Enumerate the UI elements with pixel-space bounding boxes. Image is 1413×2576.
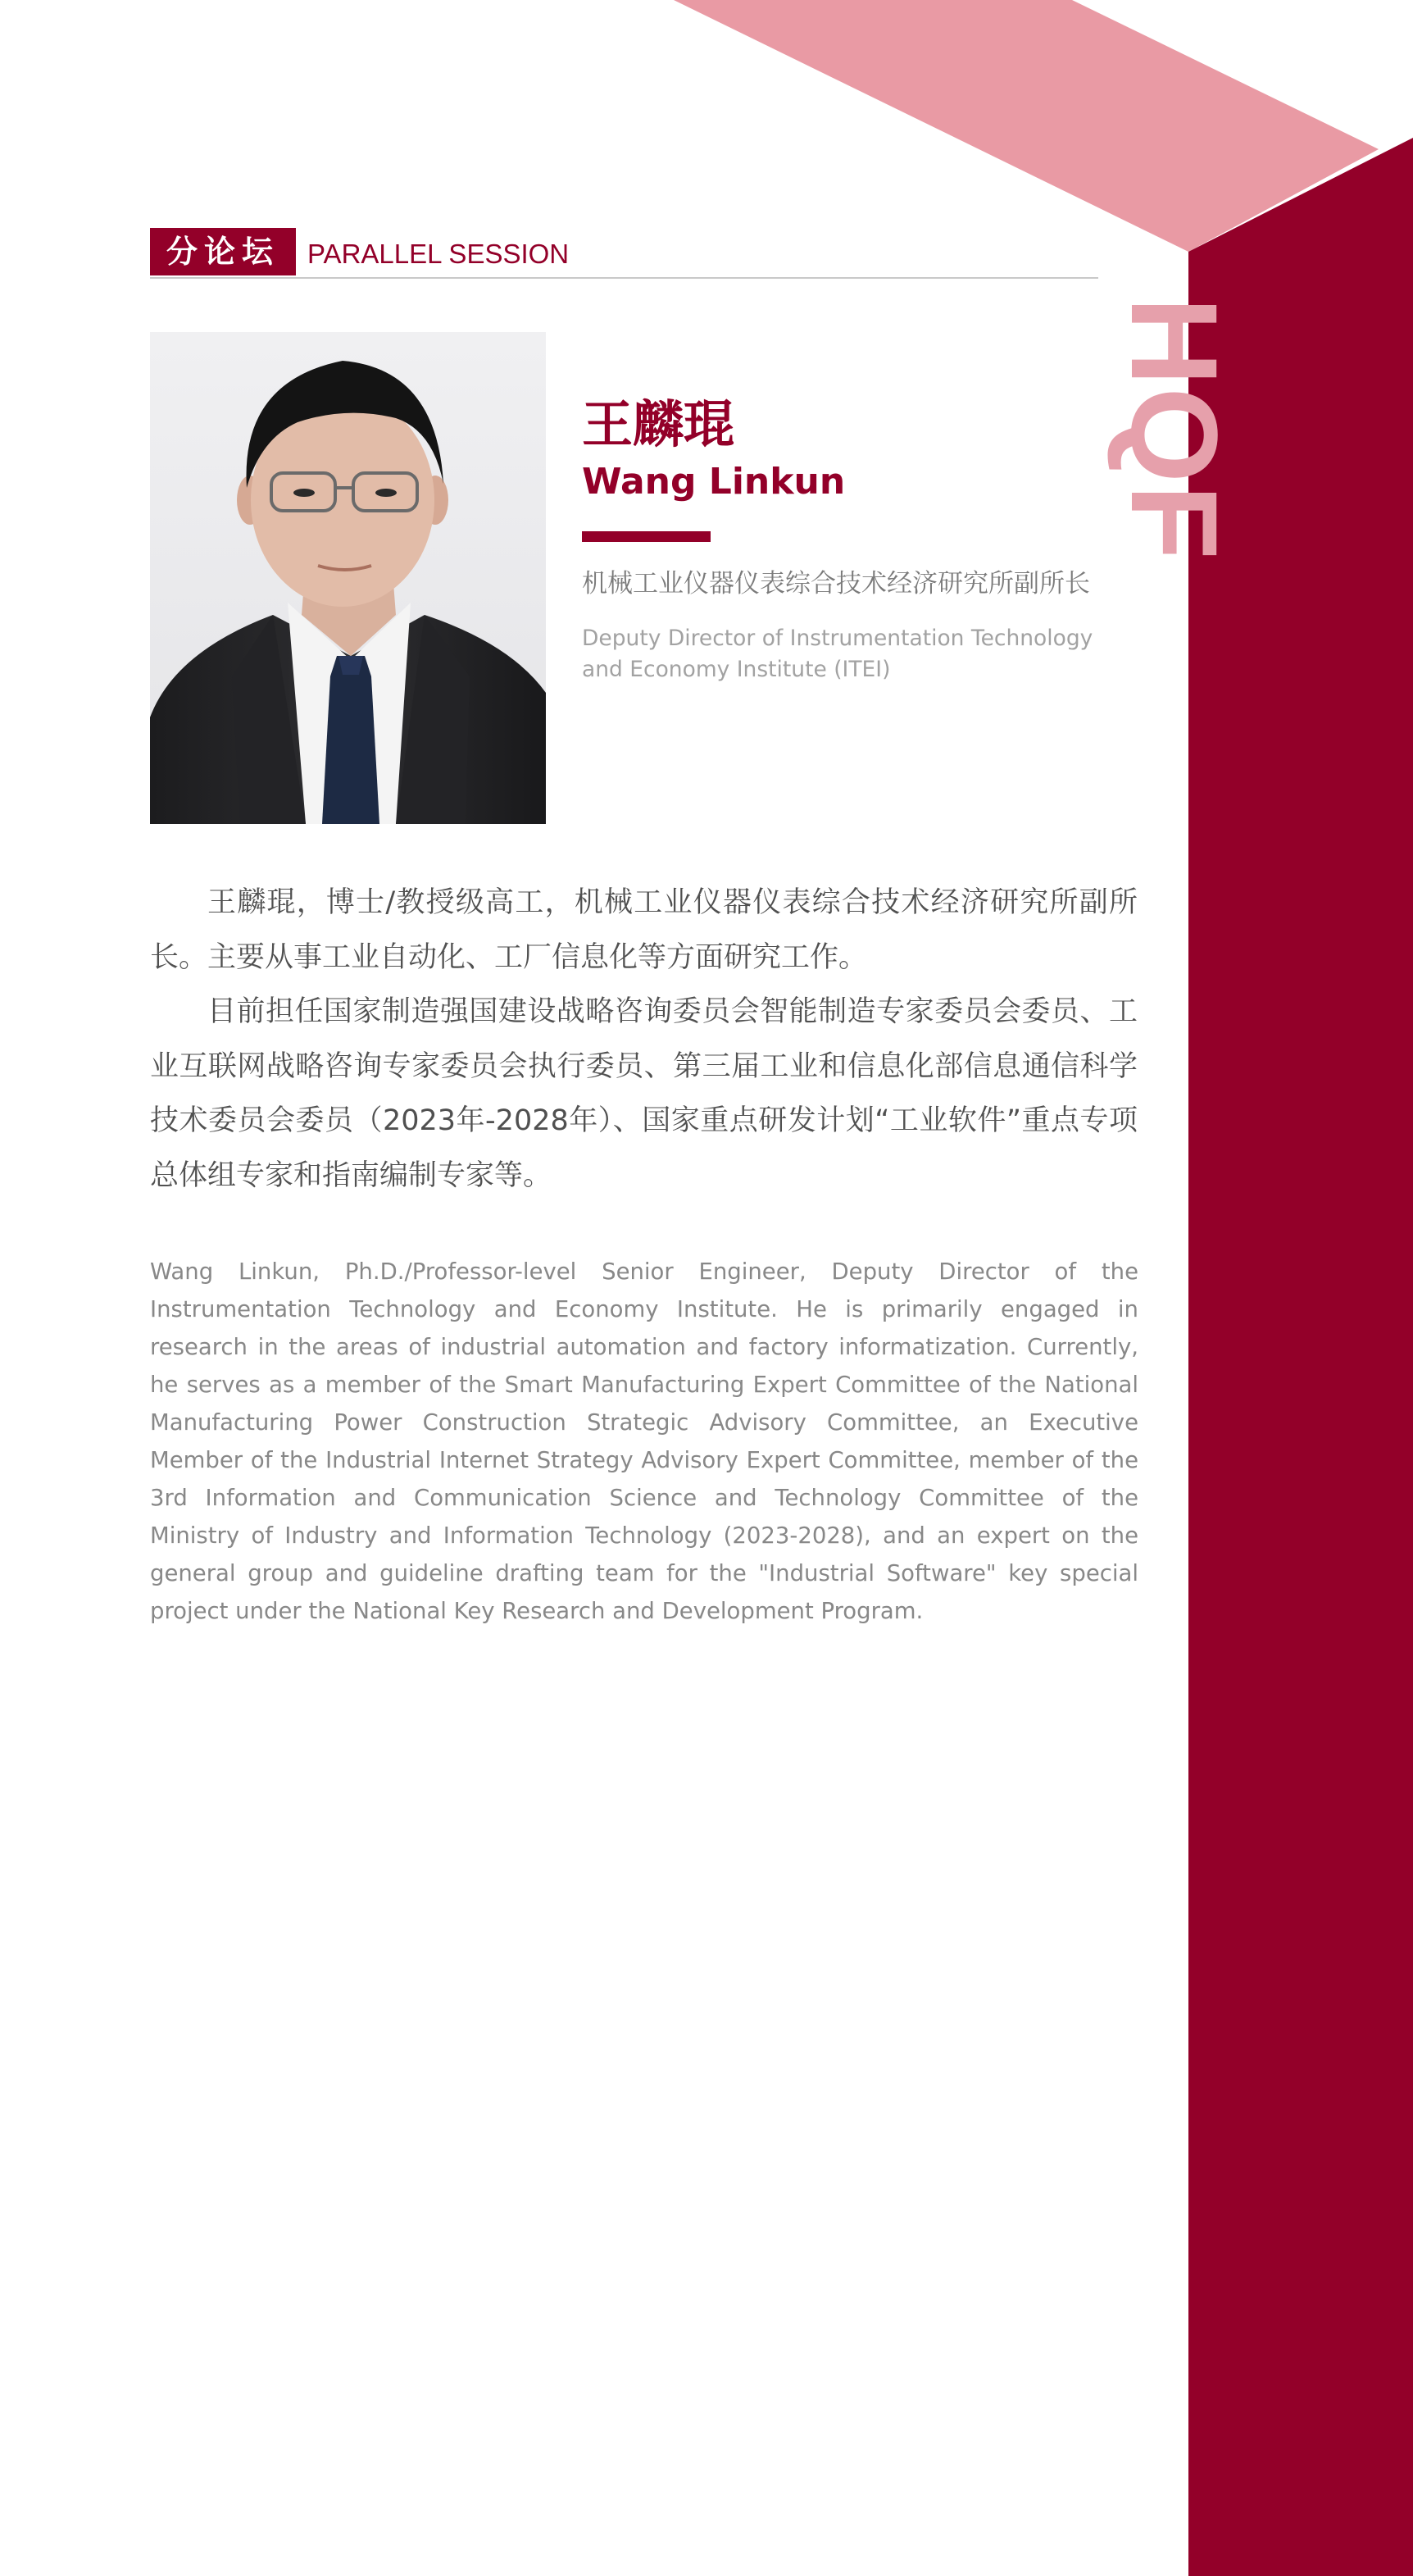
- bio-cn-paragraph: 目前担任国家制造强国建设战略咨询委员会智能制造专家委员会委员、工业互联网战略咨询专家委员会执行委员、第三届工业和信息化部信息通信科学技术委员会委员（2023年-2028年）、国家重点研发计划“工业软件”重点专项总体组专家和指南编制专家等。: [150, 995, 1138, 1192]
- speaker-title-cn: 机械工业仪器仪表综合技术经济研究所副所长: [582, 569, 1090, 598]
- person-portrait-icon: [150, 332, 546, 824]
- session-label-cn: 分论坛: [150, 228, 296, 275]
- bio-cn-paragraph: 王麟琨，博士/教授级高工，机械工业仪器仪表综合技术经济研究所副所长。主要从事工业自动化、工厂信息化等方面研究工作。: [150, 886, 1138, 974]
- speaker-title-en: Deputy Director of Instrumentation Technology and Economy Institute (ITEI): [582, 626, 1093, 682]
- bio-en: Wang Linkun, Ph.D./Professor-level Senior Engineer, Deputy Director of the Instrumentation Technology and Economy Institute. He is primarily engaged in research in the areas of industrial automation and factory informatization. Currently, he serves as a member of the Smart Manufacturing Expert Committee of the National Manufacturing Power Construction Strategic Advisory Committee, an Executive Member of the Industrial Internet Strategy Advisory Expert Committee, member of the 3rd Information and Communication Science and Technology Committee of the Ministry of Industry and Information Technology (2023-2028), and an expert on the general group and guideline drafting team for the "Industrial Software" key special project under the National Key Research and Development Program.: [150, 1258, 1138, 1624]
- name-divider: [582, 531, 711, 542]
- speaker-name-cn: 王麟琨: [582, 394, 735, 454]
- session-label-en: PARALLEL SESSION: [307, 239, 570, 269]
- brand-vertical-text: HQF: [1106, 297, 1243, 562]
- bio-cn: [150, 876, 1138, 1203]
- speaker-portrait: [150, 332, 546, 824]
- speaker-name-en: Wang Linkun: [582, 461, 846, 503]
- session-header: [150, 228, 1098, 279]
